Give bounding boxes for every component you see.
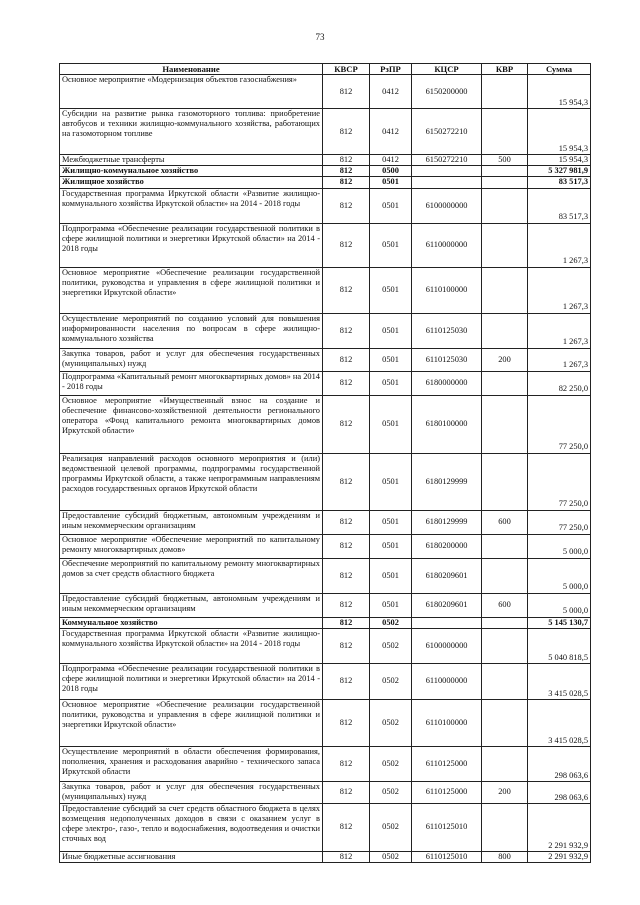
row-name-cell: Государственная программа Иркутской области «Развитие жилищно-коммунального хозяйства Иркутской области» на 2014 - 2018 годы bbox=[60, 188, 323, 223]
table-row bbox=[60, 348, 591, 371]
row-kvsr-cell: 812 bbox=[323, 663, 370, 699]
row-sum-cell: 83 517,3 bbox=[528, 188, 591, 223]
row-kvsr-cell: 812 bbox=[323, 628, 370, 663]
row-kcsr-cell: 6180000000 bbox=[412, 371, 482, 395]
row-rzpr-cell: 0502 bbox=[370, 663, 412, 699]
table-row bbox=[60, 177, 591, 188]
row-kvsr-cell: 812 bbox=[323, 155, 370, 166]
row-name-cell: Подпрограмма «Капитальный ремонт многоквартирных домов» на 2014 - 2018 годы bbox=[60, 371, 323, 395]
row-kvr-cell bbox=[482, 177, 528, 188]
table-row bbox=[60, 746, 591, 781]
row-sum-cell: 2 291 932,9 bbox=[528, 851, 591, 862]
row-kvr-cell bbox=[482, 617, 528, 628]
header-sum: Сумма bbox=[528, 64, 591, 75]
row-kvr-cell bbox=[482, 453, 528, 510]
row-kvr-cell bbox=[482, 371, 528, 395]
row-sum-cell: 1 267,3 bbox=[528, 348, 591, 371]
row-kcsr-cell bbox=[412, 177, 482, 188]
row-kvr-cell bbox=[482, 188, 528, 223]
table-row bbox=[60, 534, 591, 558]
row-kvr-cell: 200 bbox=[482, 781, 528, 803]
table-row bbox=[60, 109, 591, 155]
table-row bbox=[60, 781, 591, 803]
table-row bbox=[60, 223, 591, 267]
row-kvr-cell bbox=[482, 628, 528, 663]
page-number: 73 bbox=[315, 32, 325, 42]
row-kcsr-cell: 6110100000 bbox=[412, 267, 482, 313]
table-row bbox=[60, 851, 591, 862]
row-sum-cell: 83 517,3 bbox=[528, 177, 591, 188]
row-rzpr-cell: 0501 bbox=[370, 348, 412, 371]
row-kvsr-cell: 812 bbox=[323, 617, 370, 628]
header-rzpr: РзПР bbox=[370, 64, 412, 75]
row-sum-cell: 15 954,3 bbox=[528, 155, 591, 166]
row-kcsr-cell: 6110000000 bbox=[412, 223, 482, 267]
row-kvsr-cell: 812 bbox=[323, 395, 370, 453]
row-kvsr-cell: 812 bbox=[323, 510, 370, 534]
row-kcsr-cell: 6150272210 bbox=[412, 109, 482, 155]
row-rzpr-cell: 0501 bbox=[370, 267, 412, 313]
row-kvsr-cell: 812 bbox=[323, 371, 370, 395]
row-kvr-cell bbox=[482, 109, 528, 155]
header-kcsr: КЦСР bbox=[412, 64, 482, 75]
table-row bbox=[60, 699, 591, 746]
row-rzpr-cell: 0501 bbox=[370, 371, 412, 395]
row-kcsr-cell: 6110125010 bbox=[412, 803, 482, 851]
row-kcsr-cell: 6180129999 bbox=[412, 510, 482, 534]
row-sum-cell: 1 267,3 bbox=[528, 223, 591, 267]
row-kvr-cell bbox=[482, 699, 528, 746]
row-kvr-cell: 600 bbox=[482, 510, 528, 534]
row-rzpr-cell: 0502 bbox=[370, 803, 412, 851]
row-kvr-cell bbox=[482, 223, 528, 267]
table-row bbox=[60, 267, 591, 313]
row-sum-cell: 77 250,0 bbox=[528, 510, 591, 534]
row-kvr-cell bbox=[482, 313, 528, 348]
row-rzpr-cell: 0502 bbox=[370, 781, 412, 803]
row-kvsr-cell: 812 bbox=[323, 313, 370, 348]
row-sum-cell: 15 954,3 bbox=[528, 109, 591, 155]
header-kvsr: КВСР bbox=[323, 64, 370, 75]
row-rzpr-cell: 0412 bbox=[370, 109, 412, 155]
row-name-cell: Предоставление субсидий за счет средств областного бюджета в целях возмещения недополученных доходов в связи с оказанием услуг в сфере электро-, газо-, тепло и водоснабжения, водоотведения и очистки сточных вод bbox=[60, 803, 323, 851]
row-name-cell: Иные бюджетные ассигнования bbox=[60, 851, 323, 862]
row-rzpr-cell: 0501 bbox=[370, 534, 412, 558]
row-sum-cell: 1 267,3 bbox=[528, 267, 591, 313]
row-kvsr-cell: 812 bbox=[323, 267, 370, 313]
row-kvr-cell: 600 bbox=[482, 593, 528, 617]
row-kvsr-cell: 812 bbox=[323, 223, 370, 267]
row-name-cell: Межбюджетные трансферты bbox=[60, 155, 323, 166]
row-name-cell: Подпрограмма «Обеспечение реализации государственной политики в сфере жилищной политики и энергетики Иркутской области» на 2014 - 2018 годы bbox=[60, 663, 323, 699]
row-rzpr-cell: 0412 bbox=[370, 75, 412, 109]
row-sum-cell: 298 063,6 bbox=[528, 746, 591, 781]
row-kcsr-cell: 6150272210 bbox=[412, 155, 482, 166]
row-kvsr-cell: 812 bbox=[323, 746, 370, 781]
table-row bbox=[60, 395, 591, 453]
row-kvr-cell bbox=[482, 746, 528, 781]
table-row bbox=[60, 313, 591, 348]
row-kvr-cell: 200 bbox=[482, 348, 528, 371]
row-rzpr-cell: 0501 bbox=[370, 558, 412, 593]
row-sum-cell: 5 040 818,5 bbox=[528, 628, 591, 663]
table-row bbox=[60, 75, 591, 109]
table-row bbox=[60, 188, 591, 223]
table-row bbox=[60, 803, 591, 851]
row-kvr-cell bbox=[482, 75, 528, 109]
row-kcsr-cell: 6150200000 bbox=[412, 75, 482, 109]
row-kvr-cell bbox=[482, 803, 528, 851]
row-name-cell: Подпрограмма «Обеспечение реализации государственной политики в сфере жилищной политики и энергетики Иркутской области» на 2014 - 2018 годы bbox=[60, 223, 323, 267]
row-kcsr-cell bbox=[412, 166, 482, 177]
budget-table bbox=[59, 63, 591, 863]
row-sum-cell: 1 267,3 bbox=[528, 313, 591, 348]
row-name-cell: Осуществление мероприятий по созданию условий для повышения информированности населения по вопросам в сфере жилищно-коммунального хозяйства bbox=[60, 313, 323, 348]
table-header-row bbox=[60, 64, 591, 75]
row-name-cell: Обеспечение мероприятий по капитальному ремонту многоквартирных домов за счет средств областного бюджета bbox=[60, 558, 323, 593]
row-sum-cell: 3 415 028,5 bbox=[528, 663, 591, 699]
table-row bbox=[60, 628, 591, 663]
row-rzpr-cell: 0501 bbox=[370, 177, 412, 188]
row-kvsr-cell: 812 bbox=[323, 188, 370, 223]
row-rzpr-cell: 0502 bbox=[370, 628, 412, 663]
row-kcsr-cell: 6110125000 bbox=[412, 746, 482, 781]
row-name-cell: Основное мероприятие «Имущественный взнос на создание и обеспечение финансово-хозяйственной деятельности регионального оператора «Фонд капитального ремонта многоквартирных домов Иркутской области» bbox=[60, 395, 323, 453]
row-kvsr-cell: 812 bbox=[323, 803, 370, 851]
row-kcsr-cell: 6100000000 bbox=[412, 628, 482, 663]
row-name-cell: Предоставление субсидий бюджетным, автономным учреждениям и иным некоммерческим организациям bbox=[60, 510, 323, 534]
row-kvsr-cell: 812 bbox=[323, 109, 370, 155]
row-kvr-cell: 500 bbox=[482, 155, 528, 166]
row-sum-cell: 298 063,6 bbox=[528, 781, 591, 803]
row-kcsr-cell: 6180100000 bbox=[412, 395, 482, 453]
row-name-cell: Реализация направлений расходов основного мероприятия и (или) ведомственной целевой программы, подпрограммы государственной программы Иркутской области, а также непрограммным направлениям расходов государственных органов Иркутской области bbox=[60, 453, 323, 510]
row-kvsr-cell: 812 bbox=[323, 348, 370, 371]
row-rzpr-cell: 0502 bbox=[370, 746, 412, 781]
row-kcsr-cell: 6110125030 bbox=[412, 348, 482, 371]
row-sum-cell: 77 250,0 bbox=[528, 453, 591, 510]
row-kvr-cell: 800 bbox=[482, 851, 528, 862]
row-name-cell: Государственная программа Иркутской области «Развитие жилищно-коммунального хозяйства Иркутской области» на 2014 - 2018 годы bbox=[60, 628, 323, 663]
row-name-cell: Основное мероприятие «Обеспечение реализации государственной политики, руководства и управления в сфере жилищной политики и энергетики Иркутской области» bbox=[60, 699, 323, 746]
row-kvsr-cell: 812 bbox=[323, 166, 370, 177]
row-sum-cell: 5 000,0 bbox=[528, 558, 591, 593]
row-name-cell: Основное мероприятие «Модернизация объектов газоснабжения» bbox=[60, 75, 323, 109]
row-rzpr-cell: 0500 bbox=[370, 166, 412, 177]
table-row bbox=[60, 663, 591, 699]
table-row bbox=[60, 155, 591, 166]
row-kvsr-cell: 812 bbox=[323, 593, 370, 617]
table-row bbox=[60, 510, 591, 534]
row-rzpr-cell: 0501 bbox=[370, 453, 412, 510]
row-kvr-cell bbox=[482, 558, 528, 593]
row-kvsr-cell: 812 bbox=[323, 177, 370, 188]
table-row bbox=[60, 453, 591, 510]
row-sum-cell: 5 145 130,7 bbox=[528, 617, 591, 628]
row-rzpr-cell: 0501 bbox=[370, 223, 412, 267]
row-rzpr-cell: 0502 bbox=[370, 699, 412, 746]
row-rzpr-cell: 0501 bbox=[370, 593, 412, 617]
row-name-cell: Закупка товаров, работ и услуг для обеспечения государственных (муниципальных) нужд bbox=[60, 348, 323, 371]
row-rzpr-cell: 0501 bbox=[370, 510, 412, 534]
row-sum-cell: 2 291 932,9 bbox=[528, 803, 591, 851]
row-kvsr-cell: 812 bbox=[323, 699, 370, 746]
row-name-cell: Предоставление субсидий бюджетным, автономным учреждениям и иным некоммерческим организациям bbox=[60, 593, 323, 617]
row-sum-cell: 3 415 028,5 bbox=[528, 699, 591, 746]
header-name: Наименование bbox=[60, 64, 323, 75]
row-kvsr-cell: 812 bbox=[323, 453, 370, 510]
row-kvsr-cell: 812 bbox=[323, 781, 370, 803]
row-rzpr-cell: 0502 bbox=[370, 851, 412, 862]
row-rzpr-cell: 0501 bbox=[370, 395, 412, 453]
row-name-cell: Осуществление мероприятий в области обеспечения формирования, пополнения, хранения и расходования аварийно - технического запаса Иркутской области bbox=[60, 746, 323, 781]
row-rzpr-cell: 0501 bbox=[370, 313, 412, 348]
row-kcsr-cell: 6110125000 bbox=[412, 781, 482, 803]
table-row bbox=[60, 166, 591, 177]
row-kcsr-cell: 6110100000 bbox=[412, 699, 482, 746]
row-name-cell: Субсидии на развитие рынка газомоторного топлива: приобретение автобусов и техники жилищно-коммунального хозяйства, работающих на газомоторном топливе bbox=[60, 109, 323, 155]
row-kvsr-cell: 812 bbox=[323, 558, 370, 593]
row-rzpr-cell: 0412 bbox=[370, 155, 412, 166]
table-row bbox=[60, 558, 591, 593]
row-kcsr-cell: 6180209601 bbox=[412, 558, 482, 593]
row-name-cell: Основное мероприятие «Обеспечение мероприятий по капитальному ремонту многоквартирных домов» bbox=[60, 534, 323, 558]
row-rzpr-cell: 0501 bbox=[370, 188, 412, 223]
row-name-cell: Основное мероприятие «Обеспечение реализации государственной политики, руководства и управления в сфере жилищной политики и энергетики Иркутской области» bbox=[60, 267, 323, 313]
row-sum-cell: 5 327 981,9 bbox=[528, 166, 591, 177]
row-kcsr-cell bbox=[412, 617, 482, 628]
row-kvr-cell bbox=[482, 267, 528, 313]
row-kvr-cell bbox=[482, 395, 528, 453]
header-kvr: КВР bbox=[482, 64, 528, 75]
row-kvr-cell bbox=[482, 166, 528, 177]
table-row bbox=[60, 617, 591, 628]
row-name-cell: Жилищно-коммунальное хозяйство bbox=[60, 166, 323, 177]
row-kcsr-cell: 6180200000 bbox=[412, 534, 482, 558]
row-kvsr-cell: 812 bbox=[323, 851, 370, 862]
row-sum-cell: 77 250,0 bbox=[528, 395, 591, 453]
row-kcsr-cell: 6180129999 bbox=[412, 453, 482, 510]
row-rzpr-cell: 0502 bbox=[370, 617, 412, 628]
row-name-cell: Коммунальное хозяйство bbox=[60, 617, 323, 628]
row-kcsr-cell: 6110000000 bbox=[412, 663, 482, 699]
row-kvr-cell bbox=[482, 663, 528, 699]
row-name-cell: Жилищное хозяйство bbox=[60, 177, 323, 188]
table-row bbox=[60, 593, 591, 617]
table-row bbox=[60, 371, 591, 395]
row-kcsr-cell: 6180209601 bbox=[412, 593, 482, 617]
row-name-cell: Закупка товаров, работ и услуг для обеспечения государственных (муниципальных) нужд bbox=[60, 781, 323, 803]
row-sum-cell: 15 954,3 bbox=[528, 75, 591, 109]
row-kcsr-cell: 6100000000 bbox=[412, 188, 482, 223]
row-kcsr-cell: 6110125030 bbox=[412, 313, 482, 348]
row-kcsr-cell: 6110125010 bbox=[412, 851, 482, 862]
row-kvr-cell bbox=[482, 534, 528, 558]
row-sum-cell: 5 000,0 bbox=[528, 593, 591, 617]
row-kvsr-cell: 812 bbox=[323, 534, 370, 558]
row-kvsr-cell: 812 bbox=[323, 75, 370, 109]
row-sum-cell: 82 250,0 bbox=[528, 371, 591, 395]
row-sum-cell: 5 000,0 bbox=[528, 534, 591, 558]
